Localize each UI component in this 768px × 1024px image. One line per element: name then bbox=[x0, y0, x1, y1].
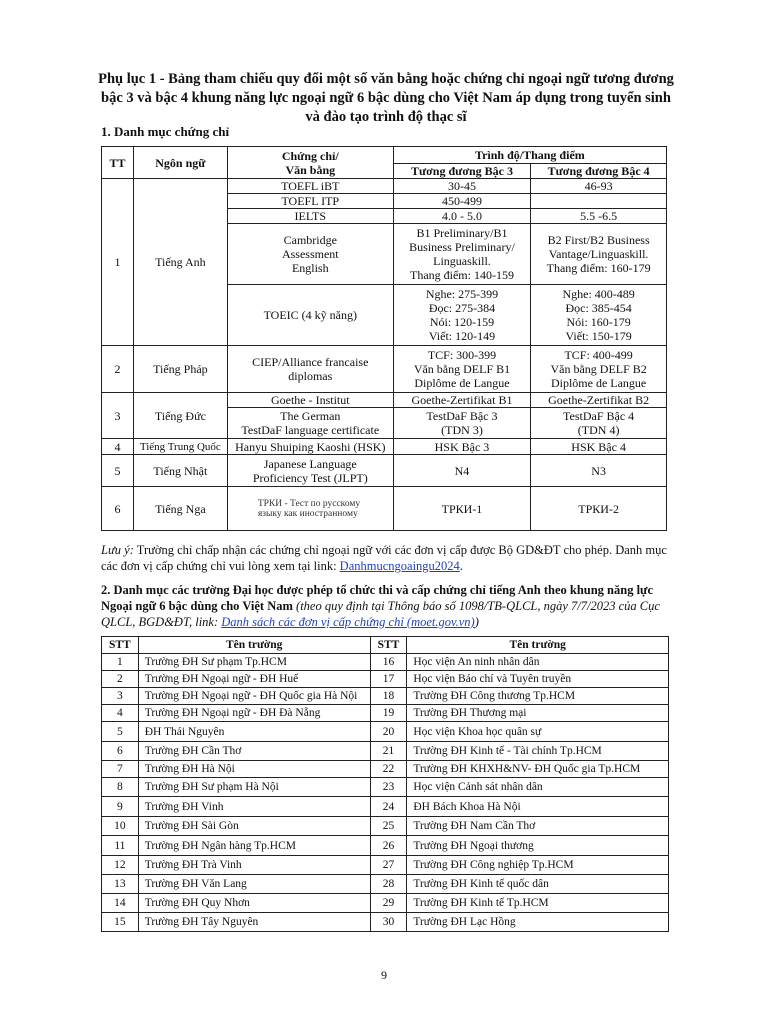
school-name: Trường ĐH Nam Cần Thơ bbox=[407, 817, 669, 836]
row-number: 22 bbox=[370, 761, 407, 778]
row-number: 16 bbox=[370, 654, 407, 671]
level-3-cell: HSK Bậc 3 bbox=[393, 439, 531, 455]
row-number: 6 bbox=[102, 742, 139, 761]
school-name: Trường ĐH Ngoại ngữ - ĐH Huế bbox=[138, 671, 370, 688]
header-level-4: Tương đương Bậc 4 bbox=[531, 164, 667, 179]
header-stt: STT bbox=[102, 637, 139, 654]
school-name: Trường ĐH Kinh tế - Tài chính Tp.HCM bbox=[407, 742, 669, 761]
school-name: Trường ĐH KHXH&NV- ĐH Quốc gia Tp.HCM bbox=[407, 761, 669, 778]
level-4-cell: 5.5 -6.5 bbox=[531, 209, 667, 224]
note-end: . bbox=[459, 559, 463, 573]
table-row bbox=[102, 856, 669, 875]
row-number: 19 bbox=[370, 705, 407, 722]
row-number: 5 bbox=[102, 722, 139, 742]
row-number: 18 bbox=[370, 688, 407, 705]
level-3-cell: 30-45 bbox=[393, 179, 531, 194]
russian-certificate-image-text: ТРКИ - Тест по русскому языку как иностранному bbox=[257, 498, 361, 519]
table-row bbox=[102, 742, 669, 761]
row-number: 14 bbox=[102, 894, 139, 913]
level-3-cell: Goethe-Zertifikat B1 bbox=[393, 393, 531, 408]
school-name: Học viện An ninh nhân dân bbox=[407, 654, 669, 671]
language-cell: Tiếng Nga bbox=[133, 487, 227, 531]
table-row bbox=[102, 875, 669, 894]
university-table bbox=[101, 636, 669, 932]
school-name: Trường ĐH Sư phạm Hà Nội bbox=[138, 778, 370, 797]
school-name: Trường ĐH Kinh tế quốc dân bbox=[407, 875, 669, 894]
school-name: Trường ĐH Ngân hàng Tp.HCM bbox=[138, 836, 370, 856]
school-name: Trường ĐH Kinh tế Tp.HCM bbox=[407, 894, 669, 913]
table-row bbox=[102, 761, 669, 778]
row-number: 11 bbox=[102, 836, 139, 856]
header-language: Ngôn ngữ bbox=[133, 147, 227, 179]
page-number: 9 bbox=[381, 968, 387, 982]
header-certificate: Chứng chỉ/ Văn bằng bbox=[227, 147, 393, 179]
school-name: Trường ĐH Ngoại ngữ - ĐH Đà Nẵng bbox=[138, 705, 370, 722]
row-number: 28 bbox=[370, 875, 407, 894]
level-3-cell: N4 bbox=[393, 455, 531, 487]
row-number: 29 bbox=[370, 894, 407, 913]
page-title: Phụ lục 1 - Bảng tham chiếu quy đổi một số văn bằng hoặc chứng chỉ ngoại ngữ tương đương bậc 3 và bậc 4 khung năng lực ngoại ngữ 6 bậc dùng cho Việt Nam áp dụng trong tuyển sinh và đào tạo trình độ thạc sĩ bbox=[98, 71, 674, 125]
section-2-title: 2. Danh mục các trường Đại học được phép tổ chức thi và cấp chứng chỉ tiếng Anh theo khung năng lực Ngoại ngữ 6 bậc dùng cho Việt Nam bbox=[101, 583, 654, 613]
row-number: 7 bbox=[102, 761, 139, 778]
row-number: 10 bbox=[102, 817, 139, 836]
level-4-cell: N3 bbox=[531, 455, 667, 487]
row-number: 2 bbox=[102, 671, 139, 688]
row-number: 1 bbox=[102, 654, 139, 671]
school-name: Học viện Khoa học quân sự bbox=[407, 722, 669, 742]
section-2-reference: (theo quy định tại Thông báo số 1098/TB-QLCL, ngày 7/7/2023 của Cục QLCL, BGD&ĐT, link: bbox=[101, 599, 660, 629]
level-3-cell: 4.0 - 5.0 bbox=[393, 209, 531, 224]
level-3-cell: TestDaF Bậc 3 (TDN 3) bbox=[393, 408, 531, 439]
language-cell: Tiếng Anh bbox=[133, 179, 227, 346]
row-number: 24 bbox=[370, 797, 407, 817]
certificate-cell: Goethe - Institut bbox=[227, 393, 393, 408]
row-number: 20 bbox=[370, 722, 407, 742]
section-2-link[interactable]: Danh sách các đơn vị cấp chứng chỉ (moet.gov.vn) bbox=[221, 615, 475, 629]
level-4-cell: 46-93 bbox=[531, 179, 667, 194]
row-number: 6 bbox=[102, 487, 134, 531]
header-level: Trình độ/Thang điểm bbox=[393, 147, 666, 164]
row-number: 27 bbox=[370, 856, 407, 875]
row-number: 5 bbox=[102, 455, 134, 487]
header-school-name: Tên trường bbox=[138, 637, 370, 654]
row-number: 4 bbox=[102, 705, 139, 722]
row-number: 26 bbox=[370, 836, 407, 856]
row-number: 3 bbox=[102, 688, 139, 705]
table-row bbox=[102, 671, 669, 688]
row-number: 1 bbox=[102, 179, 134, 346]
table-row bbox=[102, 688, 669, 705]
certificate-cell: Cambridge Assessment English bbox=[227, 224, 393, 285]
school-name: Trường ĐH Thương mại bbox=[407, 705, 669, 722]
language-cell: Tiếng Pháp bbox=[133, 346, 227, 393]
table-row bbox=[102, 817, 669, 836]
table-row bbox=[102, 836, 669, 856]
language-cell: Tiếng Nhật bbox=[133, 455, 227, 487]
table-row bbox=[102, 654, 669, 671]
header-level-3: Tương đương Bậc 3 bbox=[393, 164, 531, 179]
certificate-cell: The German TestDaF language certificate bbox=[227, 408, 393, 439]
school-name: Trường ĐH Sư phạm Tp.HCM bbox=[138, 654, 370, 671]
level-4-cell: Nghe: 400-489 Đọc: 385-454 Nói: 160-179 Viết: 150-179 bbox=[531, 285, 667, 346]
university-table-body bbox=[102, 654, 669, 932]
certificate-cell: Japanese Language Proficiency Test (JLPT) bbox=[227, 455, 393, 487]
row-number: 9 bbox=[102, 797, 139, 817]
school-name: Trường ĐH Quy Nhơn bbox=[138, 894, 370, 913]
level-4-cell: B2 First/B2 Business Vantage/Linguaskill. Thang điểm: 160-179 bbox=[531, 224, 667, 285]
note-paragraph bbox=[101, 542, 675, 574]
level-3-cell: ТРКИ-1 bbox=[393, 487, 531, 531]
certificate-cell: TOEFL ITP bbox=[227, 194, 393, 209]
row-number: 21 bbox=[370, 742, 407, 761]
row-number: 15 bbox=[102, 913, 139, 932]
table-row bbox=[102, 778, 669, 797]
note-label: Lưu ý: bbox=[101, 543, 134, 557]
school-name: ĐH Thái Nguyên bbox=[138, 722, 370, 742]
row-number: 17 bbox=[370, 671, 407, 688]
row-number: 3 bbox=[102, 393, 134, 439]
section-1-heading: 1. Danh mục chứng chỉ bbox=[101, 124, 230, 139]
school-name: Trường ĐH Ngoại ngữ - ĐH Quốc gia Hà Nội bbox=[138, 688, 370, 705]
header-tt: TT bbox=[102, 147, 134, 179]
language-cell: Tiếng Đức bbox=[133, 393, 227, 439]
school-name: Trường ĐH Trà Vinh bbox=[138, 856, 370, 875]
section-2-heading bbox=[101, 582, 675, 630]
row-number: 12 bbox=[102, 856, 139, 875]
level-4-cell: Goethe-Zertifikat B2 bbox=[531, 393, 667, 408]
row-number: 4 bbox=[102, 439, 134, 455]
school-name: Trường ĐH Công thương Tp.HCM bbox=[407, 688, 669, 705]
certificate-cell: TOEIC (4 kỹ năng) bbox=[227, 285, 393, 346]
school-name: Trường ĐH Lạc Hồng bbox=[407, 913, 669, 932]
school-name: Trường ĐH Văn Lang bbox=[138, 875, 370, 894]
certificate-cell: Hanyu Shuiping Kaoshi (HSK) bbox=[227, 439, 393, 455]
table-row bbox=[102, 722, 669, 742]
certificate-table bbox=[101, 146, 667, 531]
school-name: Trường ĐH Hà Nội bbox=[138, 761, 370, 778]
level-3-cell: 450-499 bbox=[393, 194, 531, 209]
level-4-cell: HSK Bậc 4 bbox=[531, 439, 667, 455]
school-name: Trường ĐH Cần Thơ bbox=[138, 742, 370, 761]
note-text: Trường chỉ chấp nhận các chứng chỉ ngoại ngữ với các đơn vị cấp được Bộ GD&ĐT cho phép. Danh mục các đơn vị cấp chứng chỉ vui lòng xem tại link: bbox=[101, 543, 667, 573]
school-name: Học viện Báo chí và Tuyên truyền bbox=[407, 671, 669, 688]
school-name: Trường ĐH Vinh bbox=[138, 797, 370, 817]
row-number: 23 bbox=[370, 778, 407, 797]
school-name: Trường ĐH Sài Gòn bbox=[138, 817, 370, 836]
level-4-cell: TCF: 400-499 Văn bằng DELF B2 Diplôme de Langue bbox=[531, 346, 667, 393]
header-stt: STT bbox=[370, 637, 407, 654]
row-number: 13 bbox=[102, 875, 139, 894]
row-number: 2 bbox=[102, 346, 134, 393]
row-number: 25 bbox=[370, 817, 407, 836]
row-number: 8 bbox=[102, 778, 139, 797]
table-row bbox=[102, 797, 669, 817]
table-row bbox=[102, 894, 669, 913]
certificate-cell: IELTS bbox=[227, 209, 393, 224]
school-name: Học viện Cảnh sát nhân dân bbox=[407, 778, 669, 797]
school-name: Trường ĐH Công nghiệp Tp.HCM bbox=[407, 856, 669, 875]
level-4-cell: TestDaF Bậc 4 (TDN 4) bbox=[531, 408, 667, 439]
level-3-cell: TCF: 300-399 Văn bằng DELF B1 Diplôme de Langue bbox=[393, 346, 531, 393]
section-2-end: ) bbox=[474, 615, 479, 629]
note-link[interactable]: Danhmucngoaingu2024 bbox=[339, 559, 460, 573]
level-3-cell: B1 Preliminary/B1 Business Preliminary/ Linguaskill. Thang điểm: 140-159 bbox=[393, 224, 531, 285]
level-4-cell: ТРКИ-2 bbox=[531, 487, 667, 531]
school-name: Trường ĐH Ngoại thương bbox=[407, 836, 669, 856]
certificate-cell: TOEFL iBT bbox=[227, 179, 393, 194]
school-name: ĐH Bách Khoa Hà Nội bbox=[407, 797, 669, 817]
row-number: 30 bbox=[370, 913, 407, 932]
certificate-cell: CIEP/Alliance francaise diplomas bbox=[227, 346, 393, 393]
school-name: Trường ĐH Tây Nguyên bbox=[138, 913, 370, 932]
certificate-cell bbox=[227, 487, 393, 531]
level-3-cell: Nghe: 275-399 Đọc: 275-384 Nói: 120-159 Viết: 120-149 bbox=[393, 285, 531, 346]
level-4-cell bbox=[531, 194, 667, 209]
table-row bbox=[102, 913, 669, 932]
table-row bbox=[102, 705, 669, 722]
header-school-name: Tên trường bbox=[407, 637, 669, 654]
language-cell: Tiếng Trung Quốc bbox=[133, 439, 227, 455]
